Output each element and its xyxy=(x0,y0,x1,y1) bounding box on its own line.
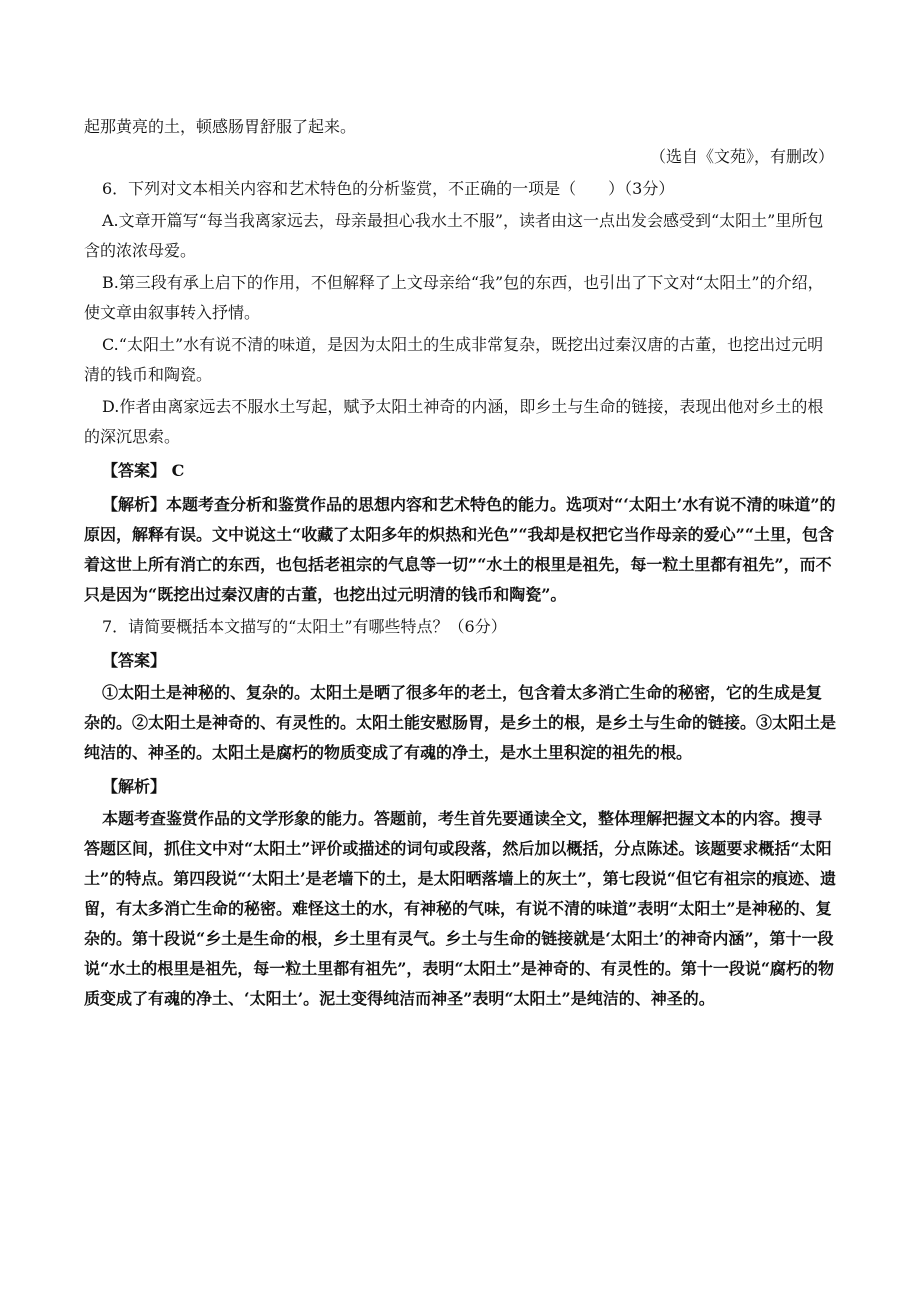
question-6-option-c: C.“太阳土”水有说不清的味道，是因为太阳土的生成非常复杂，既挖出过秦汉唐的古董，也挖出过元明清的钱币和陶瓷。 xyxy=(84,335,824,384)
passage-end: 起那黄亮的土，顿感肠胃舒服了起来。 xyxy=(84,117,357,136)
question-6-analysis: 【解析】本题考查分析和鉴赏作品的思想内容和艺术特色的能力。选项对“‘太阳土’水有说不清的味道”的原因，解释有误。文中说这土“收藏了太阳多年的炽热和光色”“我却是权把它当作母亲的爱心”“土里，包含着这世上所有消亡的东西，也包括老祖宗的气息等一切”“水土的根里是祖先，每一粒土里都有祖先”，而不只是因为“既挖出过秦汉唐的古董，也挖出过元明清的钱币和陶瓷”。 xyxy=(84,495,836,604)
page-content xyxy=(84,112,836,1014)
question-6-option-b: B.第三段有承上启下的作用，不但解释了上文母亲给“我”包的东西，也引出了下文对“太阳土”的介绍，使文章由叙事转入抒情。 xyxy=(84,273,824,322)
question-7-analysis-label: 【解析】 xyxy=(102,777,167,796)
question-7-analysis: 本题考查鉴赏作品的文学形象的能力。答题前，考生首先要通读全文，整体理解把握文本的内容。搜寻答题区间，抓住文中对“太阳土”评价或描述的词句或段落，然后加以概括，分点陈述。该题要求概括“太阳土”的特点。第四段说“‘太阳土’是老墙下的土，是太阳晒落墙上的灰土”，第七段说“但它有祖宗的痕迹、遗留，有太多消亡生命的秘密。难怪这土的水，有神秘的气味，有说不清的味道”表明“太阳土”是神秘的、复杂的。第十段说“乡土是生命的根，乡土里有灵气。乡土与生命的链接就是‘太阳土’的神奇内涵”，第十一段说“水土的根里是祖先，每一粒土里都有祖先”，表明“太阳土”是神奇的、有灵性的。第十一段说“腐朽的物质变成了有魂的净土、‘太阳土’。泥土变得纯洁而神圣”表明“太阳土”是纯洁的、神圣的。 xyxy=(84,809,836,1008)
question-7-stem: 7．请简要概括本文描写的“太阳土”有哪些特点？（6分） xyxy=(102,617,507,636)
question-6-stem: 6．下列对文本相关内容和艺术特色的分析鉴赏，不正确的一项是（ ）（3分） xyxy=(102,179,675,198)
question-6-option-a: A.文章开篇写“每当我离家远去，母亲最担心我水土不服”，读者由这一点出发会感受到“太阳土”里所包含的浓浓母爱。 xyxy=(84,211,824,260)
question-6-option-d: D.作者由离家远去不服水土写起，赋予太阳土神奇的内涵，即乡土与生命的链接，表现出他对乡土的根的深沉思索。 xyxy=(84,397,824,446)
question-7-answer-label: 【答案】 xyxy=(102,651,167,670)
source-note: （选自《文苑》，有删改） xyxy=(649,147,834,166)
question-7-answer: ①太阳土是神秘的、复杂的。太阳土是晒了很多年的老土，包含着太多消亡生命的秘密，它的生成是复杂的。②太阳土是神奇的、有灵性的。太阳土能安慰肠胃，是乡土的根，是乡土与生命的链接。③太阳土是纯洁的、神圣的。太阳土是腐朽的物质变成了有魂的净土，是水土里积淀的祖先的根。 xyxy=(84,683,837,762)
question-6-answer: 【答案】 C xyxy=(102,461,185,480)
